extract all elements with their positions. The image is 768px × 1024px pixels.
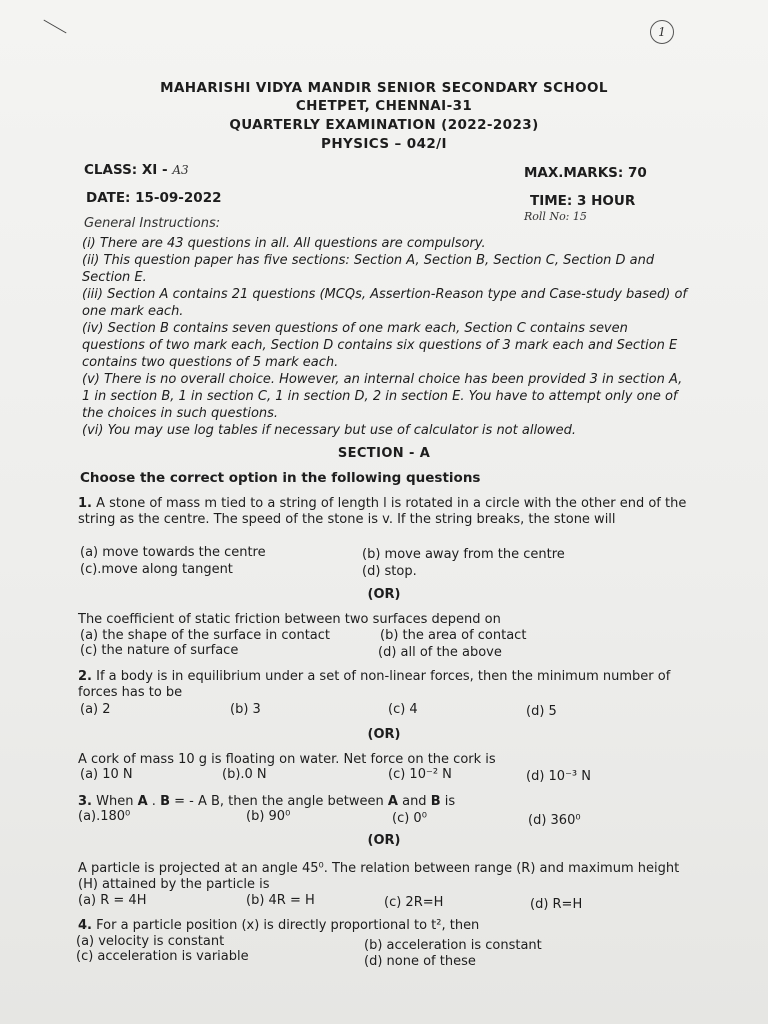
option: (b) move away from the centre (362, 547, 565, 562)
school-name: MAHARISHI VIDYA MANDIR SENIOR SECONDARY SCHOOL (160, 80, 608, 96)
option: (a) 10 N (80, 767, 133, 782)
exam-time: TIME: 3 HOUR (530, 193, 636, 209)
option: (b).0 N (222, 767, 267, 782)
option: (a) the shape of the surface in contact (80, 628, 331, 643)
instruction-item: (i) There are 43 questions in all. All questions are compulsory. (82, 236, 486, 251)
option: (a) move towards the centre (80, 545, 266, 560)
option: (d) 360⁰ (528, 813, 581, 828)
option: (b) 90⁰ (246, 809, 291, 824)
question-1: 1. A stone of mass m tied to a string of length l is rotated in a circle with the other end of the string as the centre. The speed of the stone is v. If the string breaks, the stone will (78, 496, 687, 527)
option: (d) 5 (526, 704, 557, 719)
exam-date: DATE: 15-09-2022 (86, 190, 222, 206)
option: (b) the area of contact (380, 628, 527, 643)
class-label: CLASS: XI - A3 (84, 162, 189, 178)
option: (a) R = 4H (78, 893, 147, 908)
instruction-item: (iv) Section B contains seven questions of one mark each, Section C contains seven questions of two mark each, Section D contains six questions of 3 mark each and Section E contains two questions of 5 mark each. (82, 321, 678, 370)
option: (c) acceleration is variable (76, 949, 249, 964)
question-3-alt: A particle is projected at an angle 45⁰. The relation between range (R) and maximum height (H) attained by the particle is (78, 861, 680, 892)
option: (a) 2 (80, 702, 111, 717)
question-2-alt: A cork of mass 10 g is floating on water. Net force on the cork is (78, 752, 496, 767)
question-2: 2. If a body is in equilibrium under a set of non-linear forces, then the minimum number of forces has to be (78, 669, 671, 700)
option: (a) velocity is constant (76, 934, 225, 949)
option: (c) 0⁰ (392, 811, 427, 826)
option: (d) none of these (364, 954, 476, 969)
instruction-item: (v) There is no overall choice. However, an internal choice has been provided 3 in section A, 1 in section B, 1 in section C, 1 in section D, 2 in section E. You have to attempt only one of the choices in such questions. (82, 372, 683, 421)
option: (b) 4R = H (246, 893, 315, 908)
or-divider: (OR) (367, 727, 401, 742)
or-divider: (OR) (367, 833, 401, 848)
option: (c) the nature of surface (80, 643, 239, 658)
roll-number-handwritten: Roll No: 15 (524, 210, 587, 223)
page-number: 1 (650, 20, 674, 44)
section-title: SECTION - A (337, 446, 431, 461)
question-3: 3. When A . B = - A B, then the angle between A and B is (78, 794, 456, 809)
option: (d) stop. (362, 564, 417, 579)
pen-mark (43, 20, 66, 34)
section-directions: Choose the correct option in the following questions (80, 470, 481, 486)
option: (b) acceleration is constant (364, 938, 542, 953)
instructions-title: General Instructions: (84, 216, 221, 231)
option: (c) 4 (388, 702, 418, 717)
option: (c) 10⁻² N (388, 767, 452, 782)
option: (c).move along tangent (80, 562, 233, 577)
instruction-item: (vi) You may use log tables if necessary but use of calculator is not allowed. (82, 423, 577, 438)
exam-title: QUARTERLY EXAMINATION (2022-2023) (229, 117, 539, 133)
question-4: 4. For a particle position (x) is directly proportional to t², then (78, 918, 480, 933)
option: (a).180⁰ (78, 809, 131, 824)
option: (d) 10⁻³ N (526, 769, 591, 784)
instruction-item: (iii) Section A contains 21 questions (MCQs, Assertion-Reason type and Case-study based) of one mark each. (82, 287, 688, 319)
school-location: CHETPET, CHENNAI-31 (295, 98, 473, 114)
or-divider: (OR) (367, 587, 401, 602)
class-handwritten: A3 (172, 163, 189, 177)
option: (b) 3 (230, 702, 261, 717)
instruction-item: (ii) This question paper has five sections: Section A, Section B, Section C, Section D and Section E. (82, 253, 655, 285)
option: (d) all of the above (378, 645, 502, 660)
subject-title: PHYSICS – 042/I (321, 136, 447, 152)
option: (c) 2R=H (384, 895, 444, 910)
option: (d) R=H (530, 897, 583, 912)
question-1-alt: The coefficient of static friction between two surfaces depend on (78, 612, 501, 627)
max-marks: MAX.MARKS: 70 (524, 165, 647, 181)
